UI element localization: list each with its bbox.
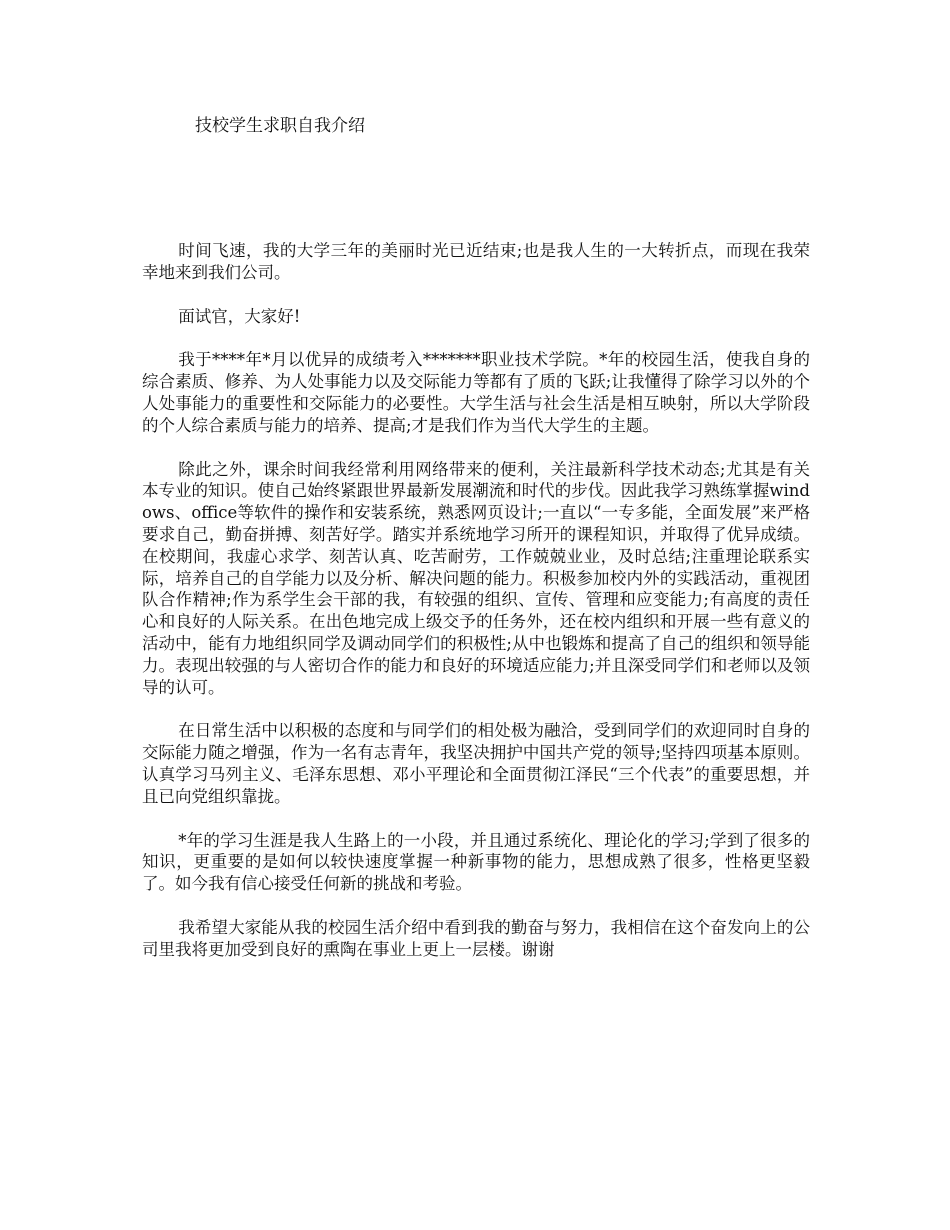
paragraph-study-summary: *年的学习生涯是我人生路上的一小段，并且通过系统化、理论化的学习;学到了很多的知识，更重要的是如何以较快速度掌握一种新事物的能力，思想成熟了很多，性格更坚毅了。如今我有信心接受任何新的挑战和考验。: [142, 830, 810, 894]
paragraph-education: 我于****年*月以优异的成绩考入*******职业技术学院。*年的校园生活，使我自身的综合素质、修养、为人处事能力以及交际能力等都有了质的飞跃;让我懂得了除学习以外的个人处事能力的重要性和交际能力的必要性。大学生活与社会生活是相互映射，所以大学阶段的个人综合素质与能力的培养、提高;才是我们作为当代大学生的主题。: [142, 350, 810, 435]
paragraph-greeting: 面试官，大家好!: [178, 306, 301, 326]
paragraph-daily-life: 在日常生活中以积极的态度和与同学们的相处极为融洽，受到同学们的欢迎同时自身的交际能力随之增强，作为一名有志青年，我坚决拥护中国共产党的领导;坚持四项基本原则。认真学习马列主义、毛泽东思想、邓小平理论和全面贯彻江泽民“三个代表”的重要思想，并且已向党组织靠拢。: [142, 721, 810, 806]
paragraph-skills: 除此之外，课余时间我经常利用网络带来的便利，关注最新科学技术动态;尤其是有关本专业的知识。使自己始终紧跟世界最新发展潮流和时代的步伐。因此我学习熟练掌握windows、office等软件的操作和安装系统，熟悉网页设计;一直以“一专多能，全面发展”来严格要求自己，勤奋拼搏、刻苦好学。踏实并系统地学习所开的课程知识，并取得了优异成绩。在校期间，我虚心求学、刻苦认真、吃苦耐劳，工作兢兢业业，及时总结;注重理论联系实际，培养自己的自学能力以及分析、解决问题的能力。积极参加校内外的实践活动，重视团队合作精神;作为系学生会干部的我，有较强的组织、宣传、管理和应变能力;有高度的责任心和良好的人际关系。在出色地完成上级交予的任务外，还在校内组织和开展一些有意义的活动中，能有力地组织同学及调动同学们的积极性;从中也锻炼和提高了自己的组织和领导能力。表现出较强的与人密切合作的能力和良好的环境适应能力;并且深受同学们和老师以及领导的认可。: [142, 459, 810, 697]
document-body: [142, 240, 810, 983]
paragraph-closing: 我希望大家能从我的校园生活介绍中看到我的勤奋与努力，我相信在这个奋发向上的公司里我将更加受到良好的熏陶在事业上更上一层楼。谢谢: [142, 917, 810, 959]
document-title: 技校学生求职自我介绍: [195, 116, 365, 136]
paragraph-opening: 时间飞速，我的大学三年的美丽时光已近结束;也是我人生的一大转折点，而现在我荣幸地来到我们公司。: [142, 241, 810, 282]
